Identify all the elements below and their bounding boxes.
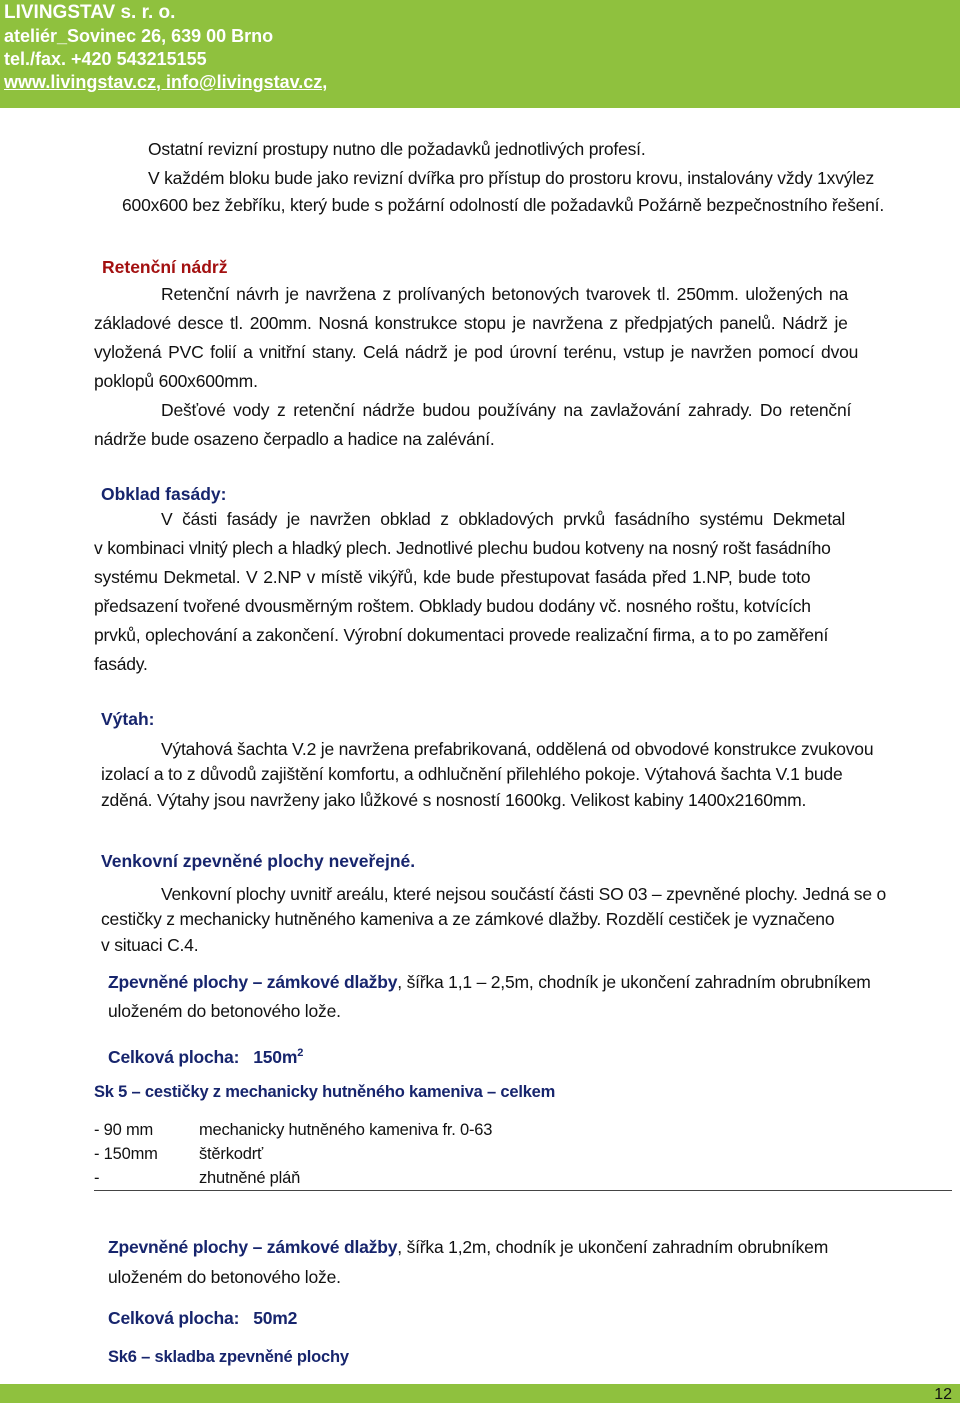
facade-line-6: fasády.	[94, 654, 148, 674]
block2-area-label: Celková plocha:	[108, 1308, 240, 1328]
letterhead	[0, 0, 960, 108]
facade-line-5: prvků, oplechování a zakončení. Výrobní dokumentaci provede realizační firma, a to po zaměření	[94, 625, 829, 645]
block2-area-value: 50m2	[253, 1308, 298, 1328]
retention-line-1: Retenční návrh je navržena z prolívaných betonových tvarovek tl. 250mm. uložených na	[161, 284, 849, 304]
block1-composition-title: Sk 5 – cestičky z mechanicky hutněného kameniva – celkem	[94, 1083, 556, 1101]
composition-material-3: zhutněné pláň	[199, 1169, 301, 1187]
composition-thickness-1: - 90 mm	[94, 1121, 154, 1139]
company-phone: tel./fax. +420 543215155	[4, 49, 207, 69]
facade-line-4: předsazení tvořené dvousměrným roštem. Obklady budou dodány vč. nosného roštu, kotvících	[94, 596, 811, 616]
elevator-heading: Výtah:	[101, 709, 155, 729]
intro-line-1: Ostatní revizní prostupy nutno dle požadavků jednotlivých profesí.	[148, 139, 646, 159]
intro-line-2: V každém bloku bude jako revizní dvířka pro přístup do prostoru krovu, instalovány vždy 1xvýlez	[148, 168, 875, 188]
block1-title-rest: , šířka 1,1 – 2,5m, chodník je ukončení zahradním obrubníkem	[397, 972, 871, 992]
facade-line-3: systému Dekmetal. V 2.NP v místě vikýřů, kde bude přestupovat fasáda před 1.NP, bude toto	[94, 567, 811, 587]
company-name: LIVINGSTAV s. r. o.	[4, 2, 176, 23]
block1-area	[108, 1042, 303, 1068]
block2-title	[108, 1236, 828, 1258]
block2-title-rest: , šířka 1,2m, chodník je ukončení zahradním obrubníkem	[397, 1237, 829, 1257]
company-web-link[interactable]: www.livingstav.cz, info@livingstav.cz,	[4, 72, 328, 92]
block1-area-label: Celková plocha:	[108, 1046, 240, 1067]
block1-area-value: 150m	[253, 1046, 298, 1067]
elevator-line-1: Výtahová šachta V.2 je navržena prefabrikovaná, oddělená od obvodové konstrukce zvukovou	[161, 739, 874, 759]
retention-line-5: Dešťové vody z retenční nádrže budou používány na zavlažování zahrady. Do retenční	[161, 400, 852, 420]
composition-material-1: mechanicky hutněného kameniva fr. 0-63	[199, 1121, 493, 1139]
composition-material-2: štěrkodrť	[199, 1145, 263, 1163]
block2-title-bold: Zpevněné plochy – zámkové dlažby	[108, 1237, 398, 1257]
block2-composition-title: Sk6 – skladba zpevněné plochy	[108, 1348, 349, 1366]
retention-line-6: nádrže bude osazeno čerpadlo a hadice na zalévání.	[94, 429, 495, 449]
composition-thickness-3: -	[94, 1169, 100, 1187]
block2-area	[108, 1307, 297, 1329]
company-address: ateliér_Sovinec 26, 639 00 Brno	[4, 26, 274, 46]
elevator-line-2: izolací a to z důvodů zajištění komfortu, a odhlučnění přilehlého pokoje. Výtahová šachta V.1 bude	[101, 764, 843, 784]
paved-heading: Venkovní zpevněné plochy neveřejné.	[101, 851, 416, 871]
block1-line-2: uloženém do betonového lože.	[108, 1001, 341, 1021]
retention-line-4: poklopů 600x600mm.	[94, 371, 258, 391]
composition-thickness-2: - 150mm	[94, 1145, 158, 1163]
retention-line-3: vyložená PVC folií a vnitřní stany. Celá nádrž je pod úrovní terénu, vstup je navržen pomocí dvou	[94, 342, 859, 362]
retention-heading: Retenční nádrž	[102, 257, 228, 277]
paved-line-2: cestičky z mechanicky hutněného kameniva a ze zámkové dlažby. Rozdělí cestiček je vyznačeno	[101, 909, 835, 929]
block1-title	[108, 971, 871, 993]
intro-line-3: 600x600 bez žebříku, který bude s požární odolností dle požadavků Požárně bezpečnostního řešení.	[122, 195, 885, 215]
block1-area-sup: 2	[297, 1047, 304, 1059]
page-number: 12	[934, 1386, 952, 1403]
block1-title-bold: Zpevněné plochy – zámkové dlažby	[108, 972, 398, 992]
block2-line-2: uloženém do betonového lože.	[108, 1267, 341, 1287]
elevator-line-3: zděná. Výtahy jsou navrženy jako lůžkové s nosností 1600kg. Velikost kabiny 1400x2160mm.	[101, 790, 807, 810]
footer-bar	[0, 1384, 960, 1403]
section-divider	[94, 1190, 952, 1191]
retention-line-2: základové desce tl. 200mm. Nosná konstrukce stopu je navržena z předpjatých panelů. Nádrž je	[94, 313, 848, 333]
facade-heading: Obklad fasády:	[101, 484, 227, 504]
paved-line-1: Venkovní plochy uvnitř areálu, které nejsou součástí části SO 03 – zpevněné plochy. Jedná se o	[161, 884, 887, 904]
paved-line-3: v situaci C.4.	[101, 935, 199, 955]
facade-line-2: v kombinaci vlnitý plech a hladký plech. Jednotlivé plechu budou kotveny na nosný rošt fasádního	[94, 538, 831, 558]
facade-line-1: V části fasády je navržen obklad z obkladových prvků fasádního systému Dekmetal	[161, 509, 846, 529]
